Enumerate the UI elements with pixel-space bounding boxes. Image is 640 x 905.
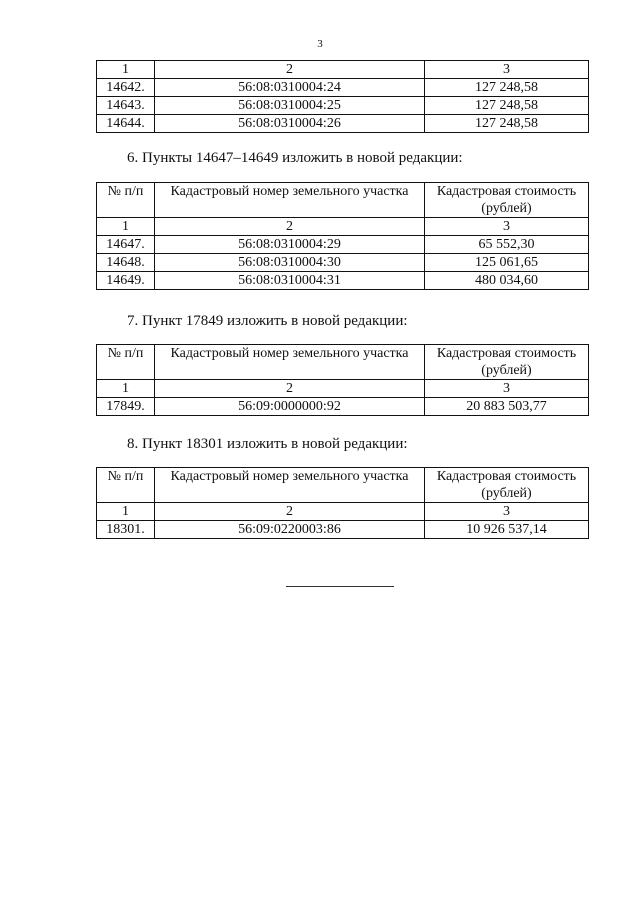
- header-cost-line2: (рублей): [481, 201, 532, 216]
- table-header-row: [97, 345, 589, 380]
- header-cadastral: Кадастровый номер земельного участка: [155, 183, 425, 218]
- column-number-row: [97, 503, 589, 521]
- table-row: [97, 236, 589, 254]
- row-number: 14647.: [97, 236, 155, 254]
- cadastral-number: 56:08:0310004:25: [155, 97, 425, 115]
- row-number: 14649.: [97, 272, 155, 290]
- header-num: № п/п: [97, 183, 155, 218]
- cadastral-cost: 127 248,58: [425, 115, 589, 133]
- header-cost: [425, 468, 589, 503]
- section-8-table: [96, 467, 589, 539]
- column-number-cell: 3: [425, 380, 589, 398]
- table-row: [97, 521, 589, 539]
- cadastral-cost: 20 883 503,77: [425, 398, 589, 416]
- table-row: [97, 97, 589, 115]
- section-8-title: 8. Пункт 18301 изложить в новой редакции:: [127, 436, 408, 452]
- column-number-cell: 3: [425, 503, 589, 521]
- end-of-document-divider: [286, 586, 394, 587]
- cadastral-cost: 10 926 537,14: [425, 521, 589, 539]
- row-number: 14644.: [97, 115, 155, 133]
- table-row: [97, 272, 589, 290]
- header-cost-line2: (рублей): [481, 363, 532, 378]
- table-row: [97, 398, 589, 416]
- column-number-cell: 3: [425, 218, 589, 236]
- column-number-cell: 3: [425, 61, 589, 79]
- column-number-cell: 2: [155, 218, 425, 236]
- header-num: № п/п: [97, 468, 155, 503]
- page-number: 3: [317, 38, 323, 50]
- cadastral-number: 56:09:0000000:92: [155, 398, 425, 416]
- header-cost: [425, 183, 589, 218]
- section-6-title: 6. Пункты 14647–14649 изложить в новой редакции:: [127, 150, 463, 166]
- header-cost: [425, 345, 589, 380]
- cadastral-cost: 480 034,60: [425, 272, 589, 290]
- row-number: 14648.: [97, 254, 155, 272]
- cadastral-number: 56:08:0310004:24: [155, 79, 425, 97]
- cadastral-number: 56:09:0220003:86: [155, 521, 425, 539]
- cadastral-cost: 127 248,58: [425, 97, 589, 115]
- header-cost-line1: Кадастровая стоимость: [436, 346, 577, 361]
- header-num: № п/п: [97, 345, 155, 380]
- column-number-row: [97, 61, 589, 79]
- header-cadastral: Кадастровый номер земельного участка: [155, 345, 425, 380]
- column-number-cell: 2: [155, 380, 425, 398]
- section-6-table: [96, 182, 589, 290]
- column-number-row: [97, 218, 589, 236]
- row-number: 17849.: [97, 398, 155, 416]
- column-number-cell: 2: [155, 61, 425, 79]
- column-number-cell: 2: [155, 503, 425, 521]
- column-number-cell: 1: [97, 380, 155, 398]
- column-number-cell: 1: [97, 61, 155, 79]
- header-cost-line1: Кадастровая стоимость: [436, 184, 577, 199]
- cadastral-number: 56:08:0310004:31: [155, 272, 425, 290]
- header-cost-line1: Кадастровая стоимость: [436, 469, 577, 484]
- cadastral-cost: 65 552,30: [425, 236, 589, 254]
- table-header-row: [97, 183, 589, 218]
- table-header-row: [97, 468, 589, 503]
- row-number: 18301.: [97, 521, 155, 539]
- header-cadastral: Кадастровый номер земельного участка: [155, 468, 425, 503]
- header-cost-line2: (рублей): [481, 486, 532, 501]
- section-7-title: 7. Пункт 17849 изложить в новой редакции:: [127, 313, 408, 329]
- section-7-table: [96, 344, 589, 416]
- column-number-cell: 1: [97, 218, 155, 236]
- continued-table: [96, 60, 589, 133]
- cadastral-number: 56:08:0310004:30: [155, 254, 425, 272]
- cadastral-number: 56:08:0310004:29: [155, 236, 425, 254]
- column-number-row: [97, 380, 589, 398]
- table-row: [97, 79, 589, 97]
- table-row: [97, 254, 589, 272]
- table-row: [97, 115, 589, 133]
- cadastral-number: 56:08:0310004:26: [155, 115, 425, 133]
- row-number: 14642.: [97, 79, 155, 97]
- row-number: 14643.: [97, 97, 155, 115]
- cadastral-cost: 127 248,58: [425, 79, 589, 97]
- cadastral-cost: 125 061,65: [425, 254, 589, 272]
- column-number-cell: 1: [97, 503, 155, 521]
